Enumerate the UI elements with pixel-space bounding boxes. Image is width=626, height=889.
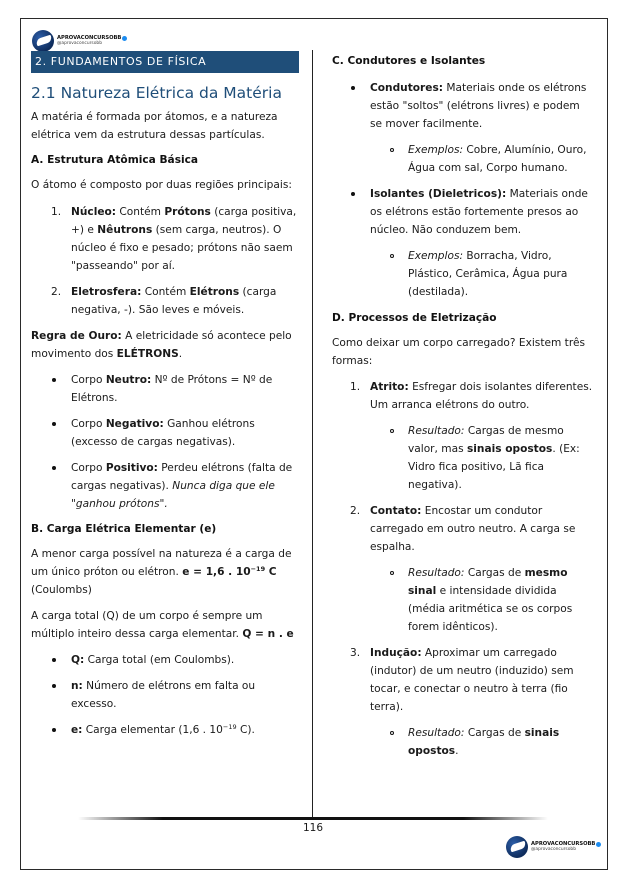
- formula: [182, 566, 276, 578]
- item-text: Contém: [116, 206, 165, 218]
- item-text: Carga elementar (1,6 . 10: [82, 724, 223, 736]
- list-item: [31, 203, 299, 275]
- bullet-icon: [52, 728, 56, 732]
- formula-base: e = 1,6 . 10: [182, 566, 251, 578]
- list-item: [31, 371, 299, 407]
- bullet-icon: [52, 684, 56, 688]
- formula-unit: C: [265, 566, 277, 578]
- rule-label: Regra de Ouro:: [31, 330, 122, 342]
- item-text: Aproximar um carregado (indutor) de um neutro (induzido) sem tocar, e conectar o neutro à terra (fio terra).: [370, 647, 574, 713]
- footer-rule: [78, 817, 548, 820]
- brand-handle: @aprovaconcursobb: [57, 40, 102, 46]
- item-label: Indução:: [370, 647, 422, 659]
- result-bold: sinais opostos: [408, 727, 560, 757]
- sub-list-item: [332, 141, 594, 177]
- list-item: [332, 378, 594, 414]
- result-text: . (Ex: Vidro fica positivo, Lã fica negativa).: [408, 443, 580, 491]
- circle-bullet-icon: [390, 254, 394, 258]
- list-item: [332, 185, 594, 239]
- electrification-list: [332, 378, 594, 760]
- column-divider: [312, 50, 313, 818]
- item-bold: Neutro:: [105, 374, 152, 386]
- list-item: [31, 415, 299, 451]
- section-d-intro: Como deixar um corpo carregado? Existem três formas:: [332, 337, 585, 367]
- paragraph-text: A menor carga possível na natureza é a carga de um único próton ou elétron.: [31, 548, 292, 578]
- item-text: Número de elétrons em falta ou excesso.: [71, 680, 256, 710]
- list-item: [31, 721, 299, 739]
- example-label: Exemplos:: [408, 250, 464, 262]
- circle-bullet-icon: [390, 148, 394, 152]
- list-number: 3.: [350, 647, 361, 659]
- item-bold: e:: [71, 724, 83, 736]
- item-text: C).: [236, 724, 255, 736]
- list-number: 1.: [350, 381, 361, 393]
- verified-icon: [596, 842, 601, 847]
- item-text: Nº de Prótons = Nº de Elétrons.: [71, 374, 273, 404]
- bullet-icon: [351, 86, 355, 90]
- item-text: Corpo: [71, 418, 106, 430]
- left-column: [31, 51, 299, 739]
- item-bold: Isolantes (Dieletricos):: [370, 188, 507, 200]
- total-charge-paragraph: [31, 607, 299, 643]
- section-a-text: O átomo é composto por duas regiões principais:: [31, 179, 292, 191]
- result-text: .: [455, 745, 459, 757]
- golden-rule: [31, 327, 299, 363]
- result-label: Resultado:: [408, 425, 465, 437]
- list-item: [332, 79, 594, 133]
- item-label: Núcleo:: [71, 206, 117, 218]
- list-number: 2.: [51, 286, 62, 298]
- result-text: Cargas de: [464, 727, 525, 739]
- circle-bullet-icon: [390, 429, 394, 433]
- sub-list-item: [332, 247, 594, 301]
- rule-bold: ELÉTRONS: [116, 348, 179, 360]
- list-item: [332, 502, 594, 556]
- circle-bullet-icon: [390, 571, 394, 575]
- item-text: Materiais onde os elétrons estão fortemente presos ao núcleo. Não conduzem bem.: [370, 188, 588, 236]
- example-text: Borracha, Vidro, Plástico, Cerâmica, Água pura (destilada).: [408, 250, 568, 298]
- item-text: Materiais onde os elétrons estão "soltos" (elétrons livres) e podem se mover facilmente.: [370, 82, 587, 130]
- item-text: (carga negativa, -). São leves e móveis.: [71, 286, 277, 316]
- bullet-icon: [52, 466, 56, 470]
- rule-end: .: [178, 348, 183, 360]
- charge-state-list: [31, 371, 299, 513]
- section-a-heading: A. Estrutura Atômica Básica: [31, 154, 199, 166]
- page-title: 2.1 Natureza Elétrica da Matéria: [31, 84, 282, 102]
- paragraph-text: A carga total (Q) de um corpo é sempre um múltiplo inteiro dessa carga elementar.: [31, 610, 263, 640]
- result-text: Cargas de mesmo valor, mas: [408, 425, 564, 455]
- item-text: Perdeu elétrons (falta de cargas negativas).: [71, 462, 293, 492]
- sub-list-item: [332, 564, 594, 636]
- item-text: Corpo: [71, 374, 106, 386]
- list-item: [31, 677, 299, 713]
- item-label: Atrito:: [370, 381, 409, 393]
- page-number: 116: [302, 822, 324, 834]
- intro-paragraph: A matéria é formada por átomos, e a natureza elétrica vem da estrutura dessas partículas.: [31, 111, 278, 141]
- list-item: [332, 644, 594, 716]
- header-logo: [32, 30, 127, 52]
- example-label: Exemplos:: [408, 144, 464, 156]
- brand-name: APROVACONCURSOBB: [531, 840, 596, 847]
- item-text: (carga positiva, +) e: [71, 206, 297, 236]
- section-c-heading: C. Condutores e Isolantes: [332, 55, 486, 67]
- formula-variables-list: [31, 651, 299, 739]
- item-text: Encostar um condutor carregado em outro neutro. A carga se espalha.: [370, 505, 576, 553]
- item-bold: Positivo:: [105, 462, 158, 474]
- section-d-heading: D. Processos de Eletrização: [332, 312, 497, 324]
- list-number: 1.: [51, 206, 62, 218]
- eagle-logo-icon: [506, 836, 528, 858]
- item-bold: Elétrons: [189, 286, 240, 298]
- item-bold: Condutores:: [370, 82, 444, 94]
- item-bold: Prótons: [164, 206, 211, 218]
- bullet-icon: [351, 192, 355, 196]
- result-text: e intensidade dividida (média aritmética se os corpos forem idênticos).: [408, 585, 573, 633]
- item-text: (sem carga, neutros). O núcleo é fixo e pesado; prótons não saem "passeando" por aí.: [71, 224, 293, 272]
- brand-handle: @aprovaconcursobb: [531, 846, 576, 852]
- right-column: [332, 51, 594, 760]
- bullet-icon: [52, 422, 56, 426]
- verified-icon: [122, 36, 127, 41]
- item-label: Eletrosfera:: [71, 286, 142, 298]
- sub-list-item: [332, 724, 594, 760]
- list-item: [31, 283, 299, 319]
- sub-list-item: [332, 422, 594, 494]
- item-text: Ganhou elétrons (excesso de cargas negativas).: [71, 418, 255, 448]
- item-exponent: −19: [222, 723, 237, 731]
- circle-bullet-icon: [390, 731, 394, 735]
- item-text: Contém: [141, 286, 190, 298]
- formula-exponent: −19: [250, 565, 266, 573]
- result-bold: mesmo sinal: [408, 567, 568, 597]
- brand-name: APROVACONCURSOBB: [57, 34, 122, 41]
- rule-text: A eletricidade só acontece pelo movimento dos: [31, 330, 292, 360]
- item-text: Esfregar dois isolantes diferentes. Um arranca elétrons do outro.: [370, 381, 593, 411]
- item-bold: n:: [71, 680, 83, 692]
- item-italic: Nunca diga que ele "ganhou prótons".: [71, 480, 275, 510]
- result-text: Cargas de: [464, 567, 525, 579]
- item-label: Contato:: [370, 505, 422, 517]
- list-item: [31, 459, 299, 513]
- item-bold: Q:: [71, 654, 85, 666]
- footer-logo: [506, 836, 601, 858]
- atom-regions-list: [31, 203, 299, 319]
- section-header: 2. FUNDAMENTOS DE FÍSICA: [31, 51, 299, 73]
- bullet-icon: [52, 658, 56, 662]
- paragraph-text: (Coulombs): [31, 584, 92, 596]
- item-text: Corpo: [71, 462, 106, 474]
- result-bold: sinais opostos: [466, 443, 553, 455]
- list-number: 2.: [350, 505, 361, 517]
- elementary-charge-paragraph: [31, 545, 299, 599]
- eagle-logo-icon: [32, 30, 54, 52]
- materials-list: [332, 79, 594, 301]
- item-text: Carga total (em Coulombs).: [84, 654, 235, 666]
- result-label: Resultado:: [408, 727, 465, 739]
- example-text: Cobre, Alumínio, Ouro, Água com sal, Corpo humano.: [408, 144, 587, 174]
- item-bold: Nêutrons: [97, 224, 153, 236]
- bullet-icon: [52, 378, 56, 382]
- list-item: [31, 651, 299, 669]
- formula: Q = n . e: [242, 628, 294, 640]
- section-b-heading: B. Carga Elétrica Elementar (e): [31, 523, 217, 535]
- result-label: Resultado:: [408, 567, 465, 579]
- item-bold: Negativo:: [105, 418, 164, 430]
